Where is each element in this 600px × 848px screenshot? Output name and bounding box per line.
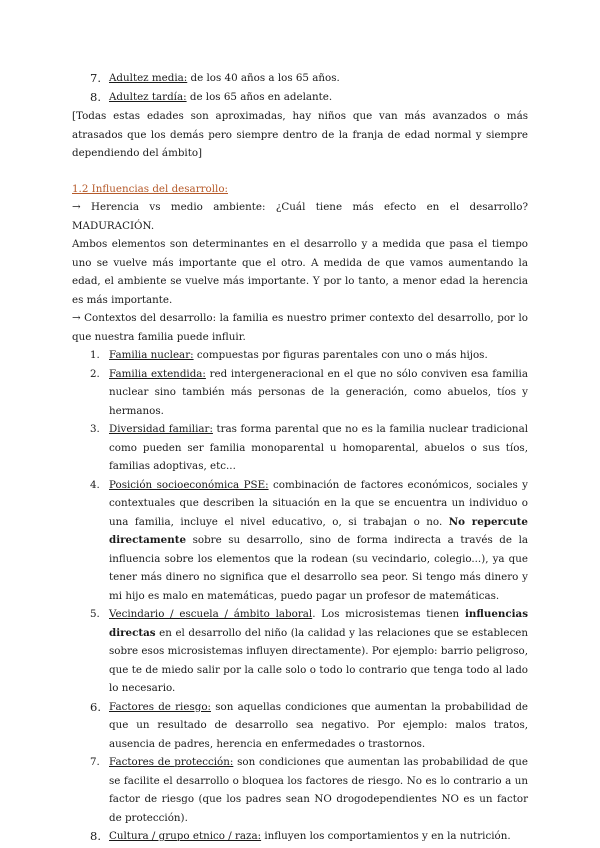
list-text: son condiciones que aumentan las probabilidad de que se facilite el desarrollo o bloquea los factores de riesgo. No es lo contrario a un factor de riesgo (que los padres sean NO drogodependientes NO es un factor de protección). [109,756,528,824]
list-text: red intergeneracional en el que no sólo conviven esa familia nuclear sino también más personas de la generación, como abuelos, tíos y hermanos. [109,367,528,417]
list-text: sobre su desarrollo, sino de forma indirecta a través de la influencia sobre los elementos que la rodean (su vecindario, colegio...), ya que tener más dinero no significa que el desarrollo sea peor. Si tengo más dinero y mi hijo es malo en matemáticas, puedo pagar un profesor de matemáticas. [109,534,528,602]
list-number: 3. [90,423,100,435]
list-item [72,698,528,754]
list-bold-text: No repercute directamente [109,515,528,546]
list-number: 5. [90,608,100,620]
list-term: Vecindario / escuela / ámbito laboral [109,608,313,620]
list-item [72,753,528,827]
list-item [72,605,528,698]
list-item [72,346,528,365]
list-text: tras forma parental que no es la familia nuclear tradicional como pueden ser familia monoparental u homoparental, abuelos o sus tíos, familias adoptivas, etc... [109,423,528,472]
document-content [72,69,528,846]
list-item [72,88,528,107]
list-term: Cultura / grupo etnico / raza: [109,830,262,842]
list-term: Factores de riesgo: [109,700,211,713]
list-bold-text: influencias directas [109,608,529,639]
list-text: de los 40 años a los 65 años. [187,72,340,84]
list-number: 8. [90,829,101,843]
contextos-paragraph: → Contextos del desarrollo: la familia es nuestro primer contexto del desarrollo, por lo que nuestra familia puede influir. [72,312,528,343]
herencia-line: → Herencia vs medio ambiente: ¿Cuál tiene más efecto en el desarrollo? MADURACIÓN. [72,201,528,232]
list-term: Adultez tardía: [109,90,187,103]
section-title: 1.2 Influencias del desarrollo: [72,182,228,195]
list-number: 8. [90,89,101,104]
list-term: Familia nuclear: [109,349,194,361]
age-note: [Todas estas edades son aproximadas, hay niños que van más avanzados o más atrasados que los demás pero siempre dentro de la franja de edad normal y siempre dependiendo del ámbito] [72,110,528,159]
list-text: . Los microsistemas tienen [312,608,465,620]
list-item [72,476,528,606]
list-item [72,69,528,88]
list-item [72,420,528,476]
list-number: 7. [90,71,101,85]
list-term: Factores de protección: [109,756,234,768]
list-number: 7. [90,756,100,768]
list-number: 2. [90,367,100,380]
list-term: Adultez media: [109,72,188,84]
age-stage-list [72,69,528,106]
list-number: 6. [90,699,101,714]
herencia-paragraph: Ambos elementos son determinantes en el desarrollo y a medida que pasa el tiempo uno se vuelve más importante que el otro. A medida de que vamos aumentando la edad, el ambiente se vuelve más importante. Y por lo tanto, a menor edad la herencia es más importante. [72,238,528,306]
list-term: Posición socioeconómica PSE: [109,478,269,491]
list-term: Diversidad familiar: [109,423,213,435]
list-text: influyen los comportamientos y en la nutrición. [261,830,511,842]
list-text: son aquellas condiciones que aumentan la probabilidad de que un resultado de desarrollo sea negativo. Por ejemplo: malos tratos, ausencia de padres, herencia en enfermedades o trastornos. [109,700,529,750]
list-term: Familia extendida: [109,367,206,380]
list-text: compuestas por figuras parentales con uno o más hijos. [193,349,488,361]
list-text: de los 65 años en adelante. [186,90,333,103]
list-item [72,827,528,846]
list-number: 4. [90,478,100,491]
influences-list [72,346,528,846]
list-number: 1. [90,349,100,361]
list-text: combinación de factores económicos, sociales y contextuales que describen la situación en la que se encuentra un individuo o una familia, incluye el nivel educativo, o, si trabajan o no. [109,478,528,528]
list-item [72,365,528,421]
list-text: en el desarrollo del niño (la calidad y las relaciones que se establecen sobre esos microsistemas influyen directamente). Por ejemplo: barrio peligroso, que te de miedo salir por la calle solo o todo lo contrario que tenga todo al lado lo necesario. [109,626,528,694]
